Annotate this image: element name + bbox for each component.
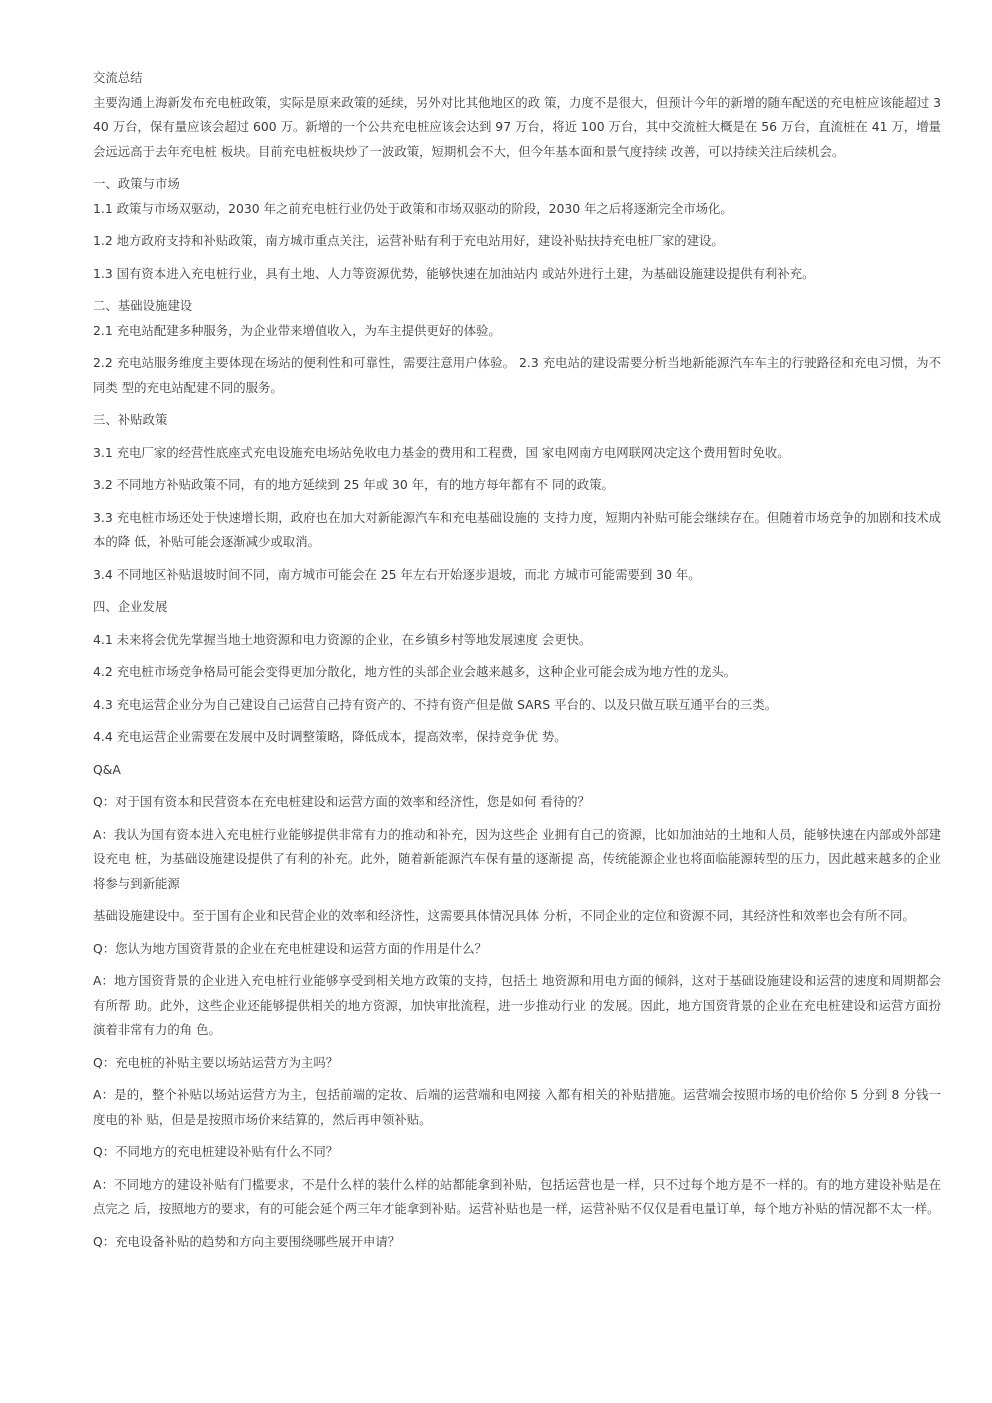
qa-question: Q：充电桩的补贴主要以场站运营方为主吗？ [93,1054,339,1070]
qa-answer: A：地方国资背景的企业进入充电桩行业能够享受到相关地方政策的支持，包括土 地资源和用电方面的倾斜，这对于基础设施建设和运营的速度和周期都会有所帮 助。此外，这些企业还能够提供相关的地方资源，加快审批流程，进一步推动行业 的发展。因此，地方国资背景的企业在充电桩建设和运营方面扮演着非常有力的角 色。 [93,973,941,1037]
qa-answer: A：是的，整个补贴以场站运营方为主，包括前端的定妆、后端的运营端和电网接 入都有相关的补贴措施。运营端会按照市场的电价给你 5 分到 8 分钱一度电的补 贴，但是是按照市场价来结算的，然后再申领补贴。 [93,1087,941,1127]
qa-answer: A：不同地方的建设补贴有门槛要求，不是什么样的装什么样的站都能拿到补贴，包括运营也是一样，只不过每个地方是不一样的。有的地方建设补贴是在点完之 后，按照地方的要求，有的可能会延个两三年才能拿到补贴。运营补贴也是一样，运营补贴不仅仅是看电量订单，每个地方补贴的情况都不太一样。 [93,1176,941,1216]
section-item: 2.2 充电站服务维度主要体现在场站的便利性和可靠性，需要注意用户体验。 2.3 充电站的建设需要分析当地新能源汽车车主的行驶路径和充电习惯，为不同类 型的充电站配建不同的服务。 [93,355,941,395]
section-item: 1.3 国有资本进入充电桩行业，具有土地、人力等资源优势，能够快速在加油站内 或站外进行土建，为基础设施建设提供有利补充。 [93,265,815,281]
qa-question: Q：不同地方的充电桩建设补贴有什么不同？ [93,1144,339,1159]
section-item: 4.2 充电桩市场竞争格局可能会变得更加分散化，地方性的头部企业会越来越多，这种企业可能会成为地方性的龙头。 [93,664,737,679]
qa-answer: A：我认为国有资本进入充电桩行业能够提供非常有力的推动和补充，因为这些企 业拥有自己的资源，比如加油站的土地和人员，能够快速在内部或外部建设充电 桩，为基础设施建设提供了有利的补充。此外，随着新能源汽车保有量的逐渐提 高，传统能源企业也将面临能源转型的压力，因此越来越多的企业将参与到新能源 [93,826,941,891]
section-item: 4.4 充电运营企业需要在发展中及时调整策略，降低成本，提高效率，保持竞争优 势。 [93,729,567,744]
section-heading-infrastructure: 二、基础设施建设 [93,298,193,313]
qa-question: Q：您认为地方国资背景的企业在充电桩建设和运营方面的作用是什么？ [93,940,487,956]
qa-heading: Q&A [93,761,121,777]
section-heading-enterprise: 四、企业发展 [93,599,168,614]
document-body [93,66,941,1262]
section-item: 2.1 充电站配建多种服务，为企业带来增值收入，为车主提供更好的体验。 [93,322,501,338]
qa-answer-continued: 基础设施建设中。至于国有企业和民营企业的效率和经济性，这需要具体情况具体 分析，不同企业的定位和资源不同，其经济性和效率也会有所不同。 [93,908,915,923]
section-item: 1.1 政策与市场双驱动，2030 年之前充电桩行业仍处于政策和市场双驱动的阶段，2030 年之后将逐渐完全市场化。 [93,200,733,216]
qa-question: Q：充电设备补贴的趋势和方向主要围绕哪些展开申请？ [93,1233,401,1249]
section-item: 3.4 不同地区补贴退坡时间不同，南方城市可能会在 25 年左右开始逐步退坡，而北 方城市可能需要到 30 年。 [93,566,701,582]
document-title: 交流总结 [93,70,143,85]
section-item: 4.3 充电运营企业分为自己建设自己运营自己持有资产的、不持有资产但是做 SARS 平台的、以及只做互联互通平台的三类。 [93,696,778,712]
section-heading-policy-market: 一、政策与市场 [93,176,180,191]
section-item: 3.3 充电桩市场还处于快速增长期，政府也在加大对新能源汽车和充电基础设施的 支持力度，短期内补贴可能会继续存在。但随着市场竞争的加剧和技术成本的降 低，补贴可能会逐渐减少或取消。 [93,509,941,549]
section-item: 3.2 不同地方补贴政策不同，有的地方延续到 25 年或 30 年，有的地方每年都有不 同的政策。 [93,477,614,492]
summary-paragraph: 主要沟通上海新发布充电桩政策，实际是原来政策的延续，另外对比其他地区的政 策，力度不是很大，但预计今年的新增的随车配送的充电桩应该能超过 340 万台，保有量应该会超过 600 万。新增的一个公共充电桩应该会达到 97 万台，将近 100 万台，其中交流桩大概是在 56 万台，直流桩在 41 万，增量会远远高于去年充电桩 板块。目前充电桩板块炒了一波政策，短期机会不大，但今年基本面和景气度持续 改善，可以持续关注后续机会。 [93,94,941,159]
section-item: 1.2 地方政府支持和补贴政策，南方城市重点关注，运营补贴有利于充电站用好，建设补贴扶持充电桩厂家的建设。 [93,233,724,248]
section-item: 4.1 未来将会优先掌握当地土地资源和电力资源的企业，在乡镇乡村等地发展速度 会更快。 [93,631,592,647]
section-heading-subsidy: 三、补贴政策 [93,412,168,427]
section-item: 3.1 充电厂家的经营性底座式充电设施充电场站免收电力基金的费用和工程费，国 家电网南方电网联网决定这个费用暂时免收。 [93,444,790,460]
qa-question: Q：对于国有资本和民营资本在充电桩建设和运营方面的效率和经济性，您是如何 看待的？ [93,794,590,809]
